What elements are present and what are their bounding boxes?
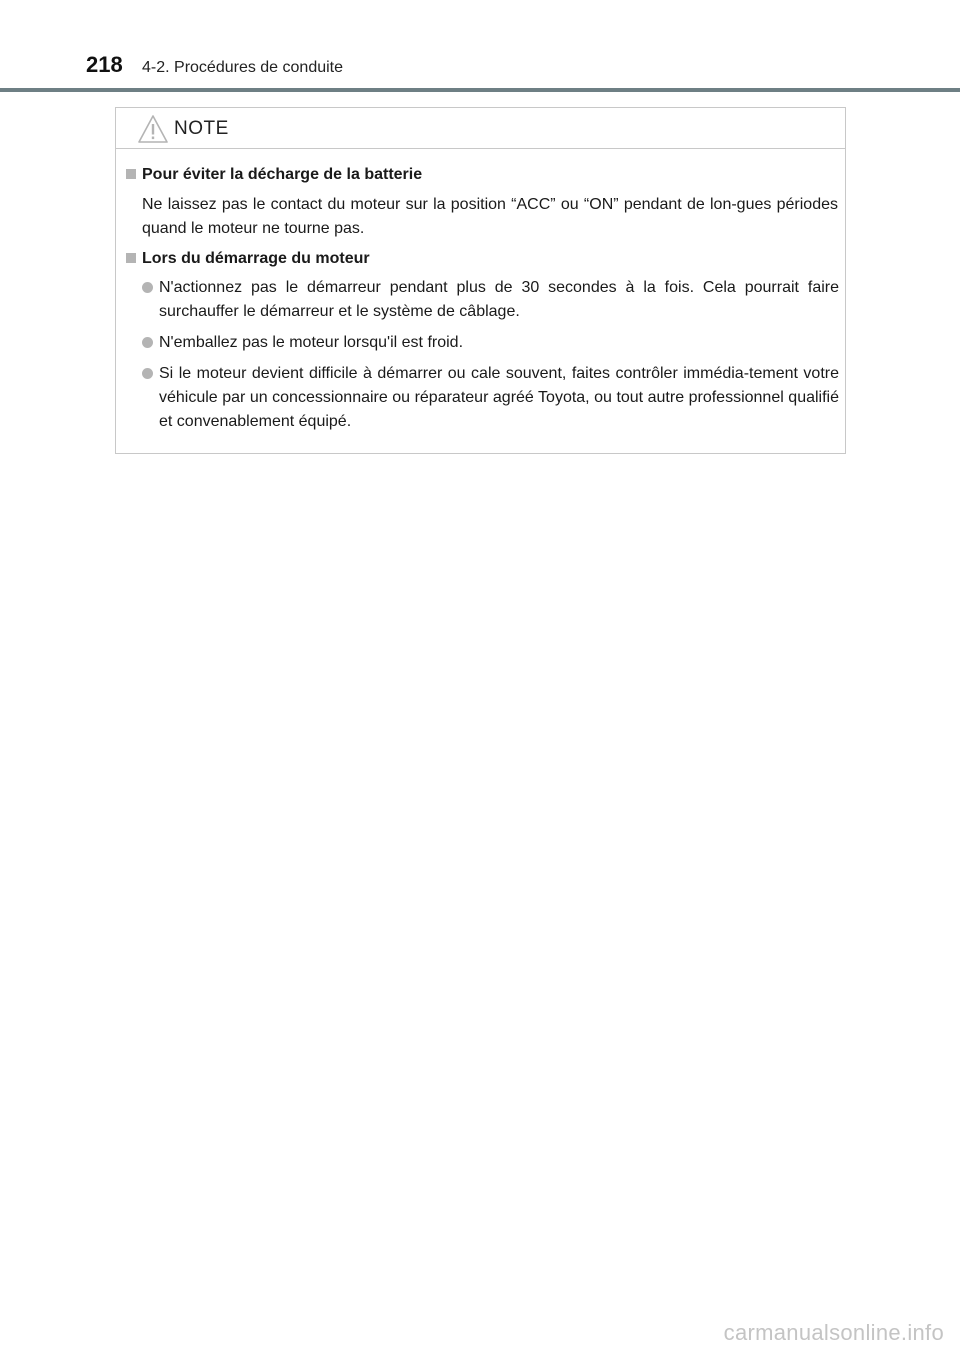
page-number: 218: [86, 52, 123, 77]
round-bullet-icon: [142, 368, 153, 379]
list-item: Si le moteur devient difficile à démarrer ou cale souvent, faites contrôler immédia-tement votre véhicule par un concessionnaire ou réparateur agréé Toyota, ou tout autre professionnel qualifié et convenablement équipé.: [159, 365, 839, 430]
section-title: 4-2. Procédures de conduite: [142, 59, 344, 76]
square-bullet-icon: [126, 253, 136, 263]
section-heading-text: Lors du démarrage du moteur: [142, 250, 370, 267]
header-rule: [0, 88, 960, 92]
list-item: N'actionnez pas le démarreur pendant plus de 30 secondes à la fois. Cela pourrait faire surchauffer le démarreur et le système de câblage.: [159, 279, 839, 320]
watermark: carmanualsonline.info: [723, 1320, 944, 1345]
warning-triangle-icon: [137, 114, 169, 144]
note-box: [115, 107, 846, 454]
section-heading-starting: [126, 250, 370, 268]
section-heading-text: Pour éviter la décharge de la batterie: [142, 166, 423, 183]
page-header: [0, 0, 960, 92]
round-bullet-icon: [142, 282, 153, 293]
note-title: NOTE: [174, 118, 229, 139]
battery-paragraph: Ne laissez pas le contact du moteur sur la position “ACC” ou “ON” pendant de lon-gues périodes quand le moteur ne tourne pas.: [142, 196, 838, 237]
round-bullet-icon: [142, 337, 153, 348]
note-header: [116, 108, 845, 149]
list-item: N'emballez pas le moteur lorsqu'il est froid.: [159, 334, 464, 351]
square-bullet-icon: [126, 169, 136, 179]
section-heading-battery: [126, 166, 422, 184]
